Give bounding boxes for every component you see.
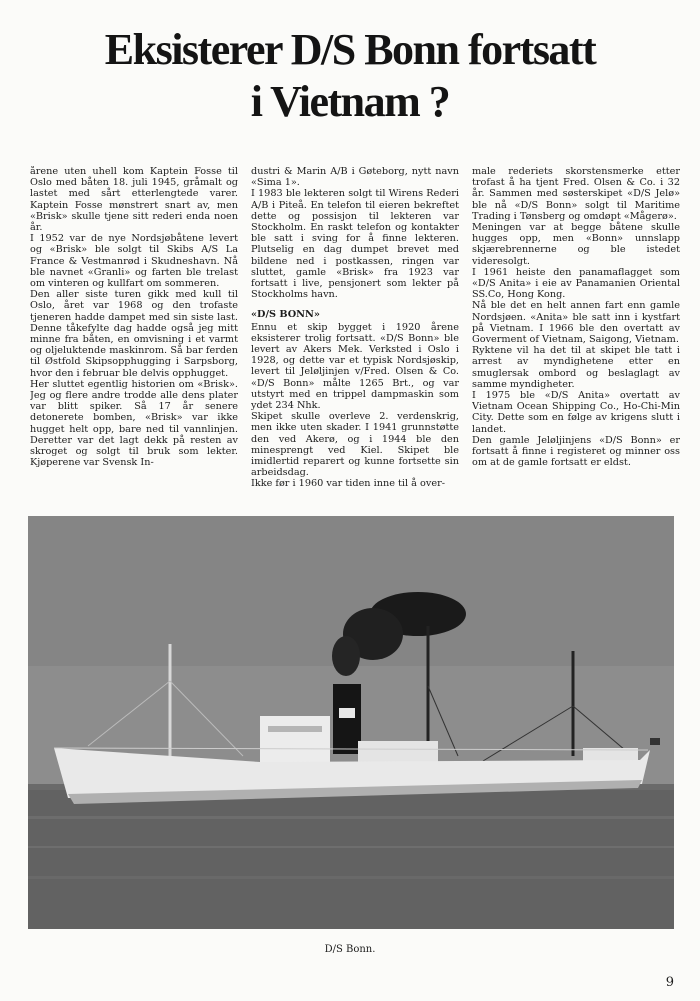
paragraph: I 1975 ble «D/S Anita» overtatt av Vietnam Ocean Shipping Co., Ho-Chi-Min City. Dette som en følge av krigens slutt i landet. <box>472 390 680 435</box>
paragraph: Den gamle Jeløljinjens «D/S Bonn» er fortsatt å finne i registeret og minner oss om at de gamle fortsatt er eldst. <box>472 434 680 469</box>
paragraph: Ennu et skip bygget i 1920 årene eksisterer trolig fortsatt. «D/S Bonn» ble levert av Akers Mek. Verksted i Oslo i 1928, og dette var et typisk Nordsjøskip, levert til Jeløljinjen v/Fred. Olsen & Co. «D/S Bonn» målte 1265 Brt., og var utstyrt med en trippel dampmaskin som ydet 234 Nhk. <box>251 321 459 412</box>
article-title <box>0 24 700 128</box>
article-body <box>30 166 680 511</box>
paragraph: Ikke før i 1960 var tiden inne til å over- <box>251 478 445 490</box>
paragraph: I 1983 ble lekteren solgt til Wirens Rederi A/B i Piteå. En telefon til eieren bekreftet dette og possisjon til lekteren var Stockholm. En raskt telefon og kontakter ble satt i sving for å finne lekteren. Plutselig en dag dumpet brevet med bildene ned i postkassen, ringen var sluttet, gamle «Brisk» fra 1923 var fortsatt i live, pensjonert som lekter på Stockholms havn. <box>251 188 459 301</box>
paragraph: male rederiets skorstensmerke etter trofast å ha tjent Fred. Olsen & Co. i 32 år. Sammen med søsterskipet «D/S Jelø» ble nå «D/S Bonn» solgt til Maritime Trading i Tønsberg og omdøpt «Mågerø». <box>472 166 680 222</box>
title-line-2: i Vietnam ? <box>250 77 450 126</box>
column-3 <box>472 166 680 511</box>
section-heading: «D/S BONN» <box>251 309 320 321</box>
paragraph: dustri & Marin A/B i Gøteborg, nytt navn «Sima 1». <box>251 166 459 189</box>
page-number: 9 <box>665 975 674 990</box>
paragraph: Ryktene vil ha det til at skipet ble tatt i arrest av myndighetene etter en smuglersak ombord og beslaglagt av samme myndigheter. <box>472 345 680 390</box>
title-line-1: Eksisterer D/S Bonn fortsatt <box>104 25 596 74</box>
column-2 <box>251 166 459 511</box>
paragraph: Her sluttet egentlig historien om «Brisk». Jeg og flere andre trodde alle dens plater var blitt spiker. Så 17 år senere detonerete bomben, «Brisk» var ikke hugget helt opp, bare ned til vannlinjen. Deretter var det lagt dekk på resten av skroget og solgt til bruk som lekter. Kjøperene var Svensk In- <box>30 378 238 469</box>
paragraph: Skipet skulle overleve 2. verdenskrig, men ikke uten skader. I 1941 grunnstøtte den ved Akerø, og i 1944 ble den minesprengt ved Kiel. Skipet ble imidlertid reparert og kunne fortsette sin arbeidsdag. <box>251 411 459 479</box>
paragraph: Nå ble det en helt annen fart enn gamle Nordsjøen. «Anita» ble satt inn i kystfart på Vietnam. I 1966 ble den overtatt av Goverment of Vietnam, Saigong, Vietnam. <box>472 300 680 346</box>
ship-photo <box>28 516 674 929</box>
paragraph: Den aller siste turen gikk med kull til Oslo, året var 1968 og den trofaste tjeneren hadde dampet med sin siste last. Denne tåkefylte dag hadde også jeg mitt minne fra båten, en omvisning i et varmt og oljeluktende maskinrom. Så bar ferden til Østfold Skipsopphugging i Sarpsborg, hvor den i februar ble delvis opphugget. <box>30 289 238 379</box>
paragraph: Meningen var at begge båtene skulle hugges opp, men «Bonn» unnslapp skjærebrennerne og ble istedet videresolgt. <box>472 222 680 267</box>
paragraph: årene uten uhell kom Kaptein Fosse til Oslo med båten 18. juli 1945, gråmalt og lastet med sårt etterlengtede varer. Kaptein Fosse mønstrert snart av, men «Brisk» skulle tjene sitt rederi enda noen år. <box>30 166 238 234</box>
photo-caption: D/S Bonn. <box>324 944 376 955</box>
column-1 <box>30 166 238 511</box>
paragraph: I 1961 heiste den panamaflagget som «D/S Anita» i eie av Panamanien Oriental SS.Co, Hong Kong. <box>472 266 680 301</box>
paragraph: I 1952 var de nye Nordsjøbåtene levert og «Brisk» ble solgt til Skibs A/S La France & Vestmanrød i Skudneshavn. Nå ble navnet «Granli» og farten ble trelast om vinteren og kullfart om sommeren. <box>30 233 238 290</box>
